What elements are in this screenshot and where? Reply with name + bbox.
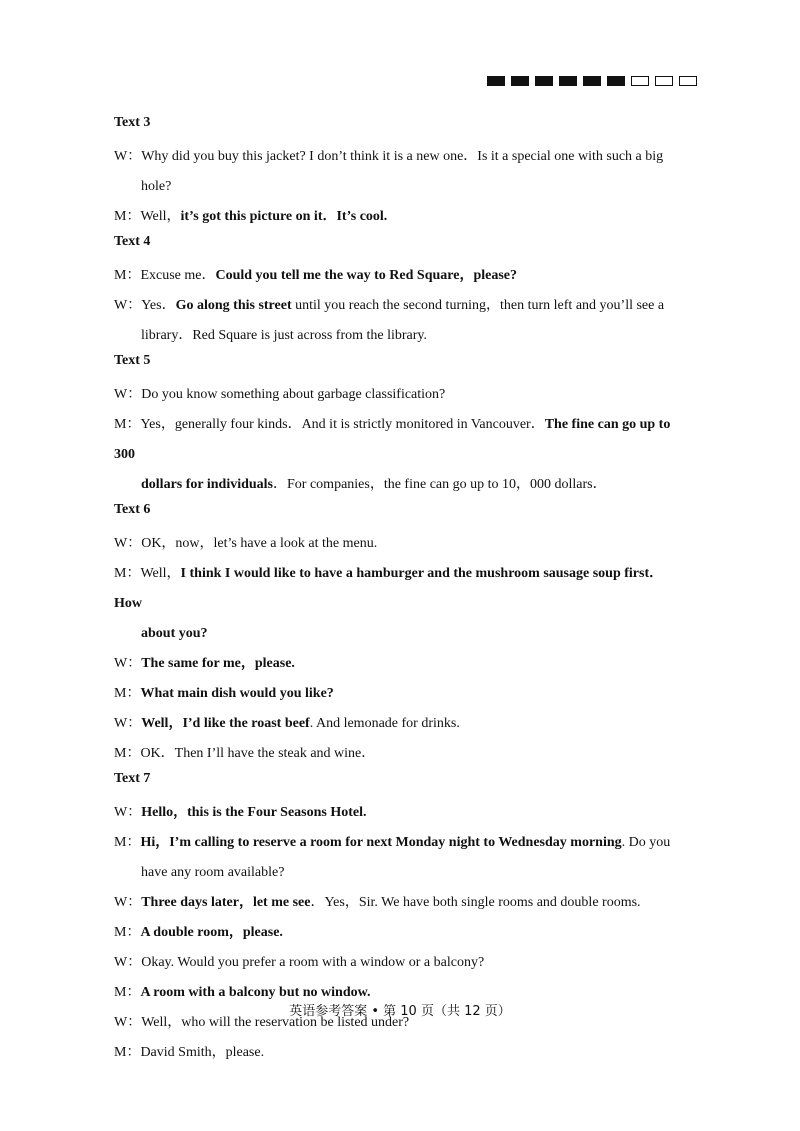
dialogue-text: hole? bbox=[141, 179, 172, 194]
dialogue-text: M： bbox=[114, 835, 141, 850]
answer-text: dollars for individuals bbox=[141, 477, 274, 492]
dialogue-text: W： bbox=[114, 805, 142, 820]
dialogue-line bbox=[114, 798, 688, 828]
section-heading: Text 6 bbox=[114, 502, 151, 517]
page-marker bbox=[487, 76, 697, 86]
dialogue-text: ．For companies，the fine can go up to 10，000 dollars． bbox=[273, 477, 607, 492]
marker-square-empty bbox=[679, 76, 697, 86]
dialogue-line bbox=[114, 172, 688, 202]
dialogue-text: M：Excuse me． bbox=[114, 268, 216, 283]
dialogue-line bbox=[114, 649, 688, 679]
dialogue-line bbox=[114, 1038, 688, 1068]
dialogue-line bbox=[114, 619, 688, 649]
page-footer: 英语参考答案 • 第 10 页（共 12 页） bbox=[289, 1004, 511, 1019]
marker-square-filled bbox=[535, 76, 553, 86]
answer-text: The same for me，please. bbox=[141, 656, 295, 671]
dialogue-line bbox=[114, 739, 688, 769]
dialogue-text: W： bbox=[114, 895, 142, 910]
dialogue-text: W：OK，now，let’s have a look at the menu. bbox=[114, 536, 378, 551]
answer-text: I think I would like to have a hamburger and the mushroom sausage soup first．How bbox=[114, 566, 664, 611]
dialogue-line bbox=[114, 948, 688, 978]
dialogue-text: . And lemonade for drinks. bbox=[309, 716, 460, 731]
dialogue-text: M：OK．Then I’ll have the steak and wine． bbox=[114, 746, 376, 761]
dialogue-text: M： bbox=[114, 985, 141, 1000]
dialogue-line bbox=[114, 202, 688, 232]
dialogue-text: W：Why did you buy this jacket? I don’t think it is a new one．Is it a special one with such a big bbox=[114, 149, 664, 164]
marker-square-filled bbox=[487, 76, 505, 86]
answer-text: about you? bbox=[141, 626, 208, 641]
dialogue-text: W：Yes． bbox=[114, 298, 176, 313]
dialogue-line bbox=[114, 142, 688, 172]
section-heading: Text 3 bbox=[114, 115, 151, 130]
section-heading: Text 5 bbox=[114, 353, 151, 368]
marker-square-filled bbox=[559, 76, 577, 86]
answer-text: Could you tell me the way to Red Square，please? bbox=[215, 268, 518, 283]
dialogue-text: M：Yes，generally four kinds．And it is strictly monitored in Vancouver． bbox=[114, 417, 545, 432]
dialogue-line bbox=[114, 380, 688, 410]
dialogue-line bbox=[114, 529, 688, 559]
answer-text: Go along this street bbox=[175, 298, 292, 313]
answer-text: Hi，I’m calling to reserve a room for next Monday night to Wednesday morning bbox=[140, 835, 622, 850]
marker-square-empty bbox=[631, 76, 649, 86]
answer-text: A double room，please. bbox=[140, 925, 283, 940]
dialogue-text: W：Okay. Would you prefer a room with a window or a balcony? bbox=[114, 955, 485, 970]
dialogue-text: M： bbox=[114, 925, 141, 940]
dialogue-line bbox=[114, 410, 688, 470]
answer-text: Well，I’d like the roast beef bbox=[141, 716, 310, 731]
dialogue-line bbox=[114, 888, 688, 918]
dialogue-text: M：Well， bbox=[114, 566, 181, 581]
answer-text: The fine can go up to 300 bbox=[114, 417, 671, 462]
dialogue-line bbox=[114, 261, 688, 291]
dialogue-text: M：Well， bbox=[114, 209, 181, 224]
section-heading: Text 4 bbox=[114, 234, 151, 249]
marker-square-filled bbox=[583, 76, 601, 86]
dialogue-line bbox=[114, 291, 688, 321]
answer-text: Hello，this is the Four Seasons Hotel. bbox=[141, 805, 367, 820]
dialogue-text: W：Do you know something about garbage classification? bbox=[114, 387, 446, 402]
dialogue-text: library．Red Square is just across from the library. bbox=[141, 328, 428, 343]
dialogue-line bbox=[114, 709, 688, 739]
marker-square-empty bbox=[655, 76, 673, 86]
dialogue-line bbox=[114, 828, 688, 858]
answer-text: it’s got this picture on it．It’s cool. bbox=[180, 209, 388, 224]
dialogue-line bbox=[114, 679, 688, 709]
dialogue-text: until you reach the second turning，then turn left and you’ll see a bbox=[291, 298, 665, 313]
answer-text: Three days later，let me see bbox=[141, 895, 311, 910]
dialogue-text: W： bbox=[114, 716, 142, 731]
section-heading: Text 7 bbox=[114, 771, 151, 786]
dialogue-line bbox=[114, 321, 688, 351]
document-body bbox=[114, 113, 688, 1068]
marker-square-filled bbox=[607, 76, 625, 86]
dialogue-text: M： bbox=[114, 686, 141, 701]
dialogue-text: W：Well，who will the reservation be listed under? bbox=[114, 1015, 410, 1030]
dialogue-text: ．Yes，Sir. We have both single rooms and double rooms. bbox=[310, 895, 641, 910]
answer-text: A room with a balcony but no window. bbox=[140, 985, 371, 1000]
dialogue-line bbox=[114, 918, 688, 948]
marker-square-filled bbox=[511, 76, 529, 86]
dialogue-line bbox=[114, 559, 688, 619]
dialogue-text: M：David Smith，please. bbox=[114, 1045, 265, 1060]
answer-text: What main dish would you like? bbox=[140, 686, 334, 701]
dialogue-text: W： bbox=[114, 656, 142, 671]
dialogue-line bbox=[114, 470, 688, 500]
dialogue-line bbox=[114, 858, 688, 888]
dialogue-text: . Do you bbox=[621, 835, 671, 850]
dialogue-text: have any room available? bbox=[141, 865, 285, 880]
